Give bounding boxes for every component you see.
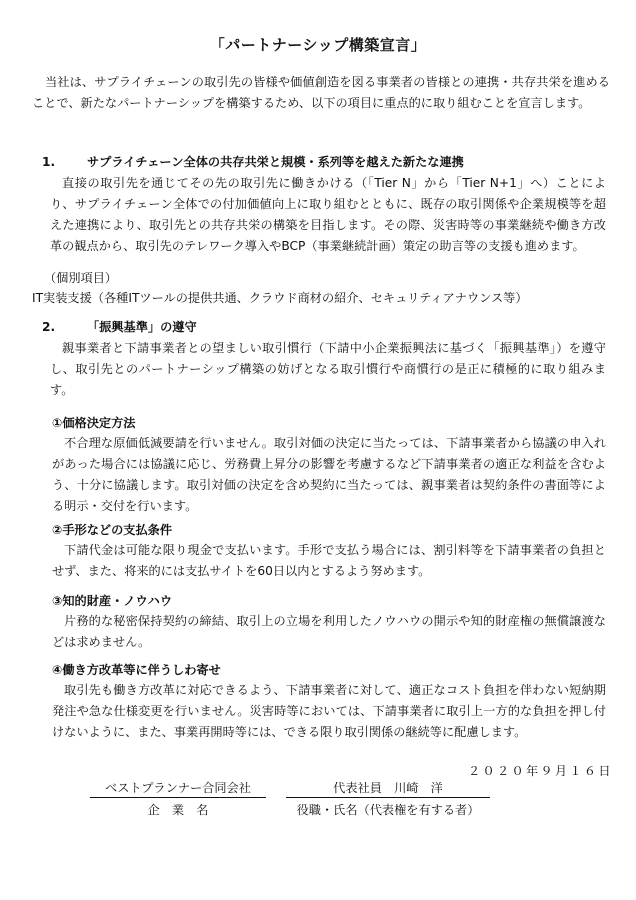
subsection-ip-body: 片務的な秘密保持契約の締結、取引上の立場を利用したノウハウの開示や知的財産権の無償譲渡などは求めません。 [52,614,606,649]
section-1-number: 1. [42,155,56,169]
section-1-body: 直接の取引先を通じてその先の取引先に働きかける（「Tier N」から「Tier N+1」へ）ことにより、サプライチェーン全体での付加価値向上に取り組むとともに、既存の取引関係や企業規模等を超えた連携により、取引先との共存共栄の構築を目指します。その際、災害時等の事業継続や働き方改革の観点から、取引先のテレワーク導入やBCP（事業継続計画）策定の助言等の支援も進めます。 [50,176,606,253]
section-1-heading [42,152,602,173]
page-title: 「パートナーシップ構築宣言」 [209,36,427,54]
subsection-price-heading: ①価格決定方法 [52,416,136,430]
company-name-underline [90,797,266,798]
representative-label: 役職・氏名（代表権を有する者） [296,803,480,817]
section-1-title: サプライチェーン全体の共存共栄と規模・系列等を越えた新たな連携 [87,155,464,169]
subsection-ip-heading: ③知的財産・ノウハウ [52,594,173,608]
intro-paragraph: 当社は、サプライチェーンの取引先の皆様や価値創造を図る事業者の皆様との連携・共存共栄を進めることで、新たなパートナーシップを構築するため、以下の項目に重点的に取り組むことを宣言します。 [32,75,610,110]
subsection-workstyle-body: 取引先も働き方改革に対応できるよう、下請事業者に対して、適正なコスト負担を伴わない短納期発注や急な仕様変更を行いません。災害時等においては、下請事業者に取引上一方的な負担を押し付けないように、また、事業再開時等には、できる限り取引関係の継続等に配慮します。 [52,683,606,739]
representative-name: 代表社員 川崎 洋 [333,781,443,795]
subsection-workstyle-heading: ④働き方改革等に伴うしわ寄せ [52,663,221,677]
individual-items-label: （個別項目） [44,271,118,285]
subsection-payment-heading: ②手形などの支払条件 [52,523,173,537]
section-2-number: 2. [42,320,56,334]
section-2-body: 親事業者と下請事業者との望ましい取引慣行（下請中小企業振興法に基づく「振興基準」）を遵守し、取引先とのパートナーシップ構築の妨げとなる取引慣行や商慣行の是正に積極的に取り組みます。 [50,341,606,397]
company-name: ベストプランナー合同会社 [105,781,251,795]
company-name-label: 企 業 名 [147,803,209,817]
declaration-date: ２０２０年９月１６日 [468,764,613,778]
section-2-title: 「振興基準」の遵守 [87,320,197,334]
representative-underline [286,797,490,798]
section-2-heading [42,317,602,338]
subsection-payment-body: 下請代金は可能な限り現金で支払います。手形で支払う場合には、割引料等を下請事業者の負担とせず、また、将来的には支払サイトを60日以内とするよう努めます。 [52,543,606,578]
individual-items-text: IT実装支援（各種ITツールの提供共通、クラウド商材の紹介、セキュリティアナウンス等） [32,291,528,305]
subsection-price-body: 不合理な原価低減要請を行いません。取引対価の決定に当たっては、下請事業者から協議の申入れがあった場合には協議に応じ、労務費上昇分の影響を考慮するなど下請事業者の適正な利益を含むよう、十分に協議します。取引対価の決定を含め契約に当たっては、親事業者は契約条件の書面等による明示・交付を行います。 [52,436,606,513]
